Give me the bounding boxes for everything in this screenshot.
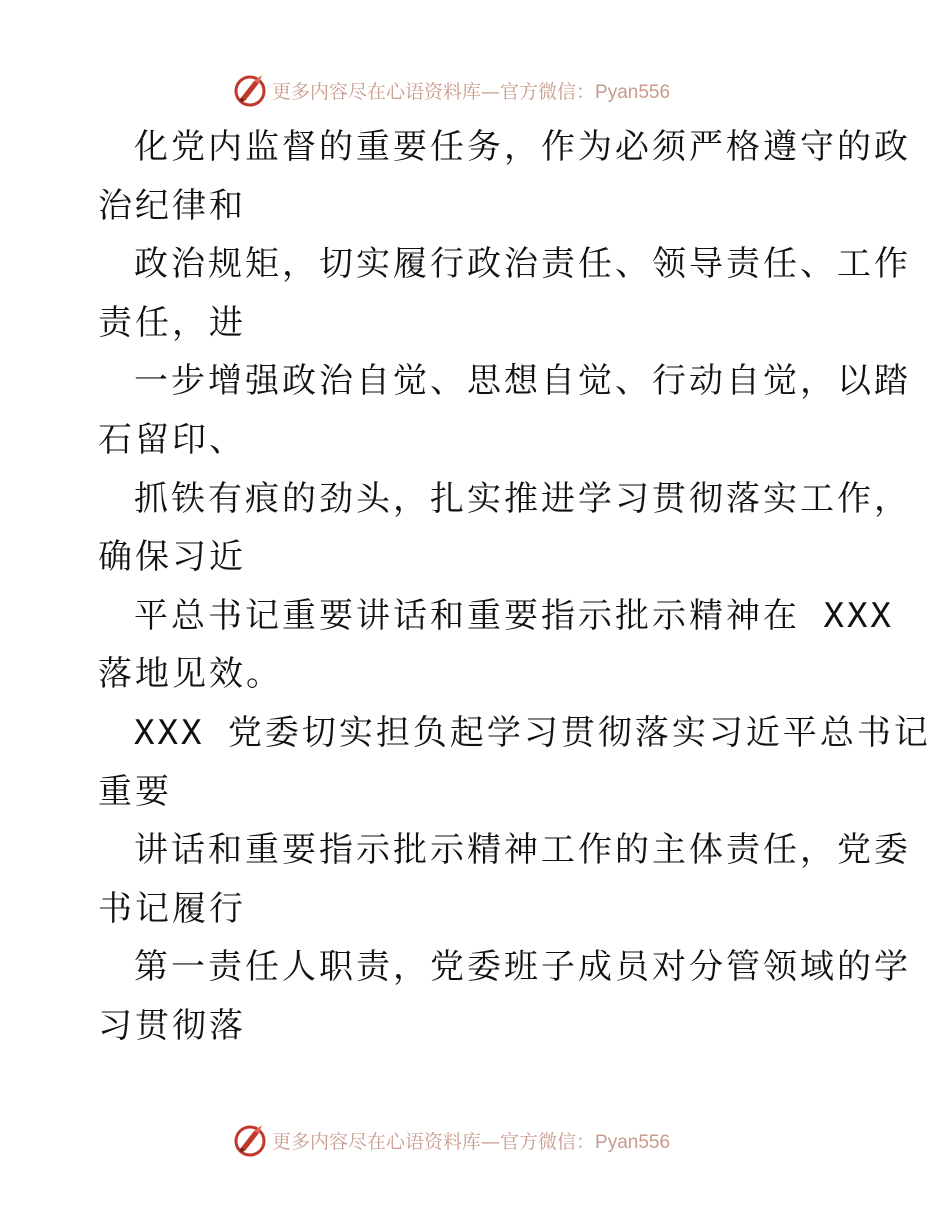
- body-line: 治纪律和: [98, 185, 246, 226]
- footer-banner-dash: —: [481, 1130, 501, 1153]
- body-line: 习贯彻落: [98, 1005, 246, 1046]
- body-line: 政治规矩，切实履行政治责任、领导责任、工作: [134, 244, 911, 285]
- body-line: 平总书记重要讲话和重要指示批示精神在 XXX: [134, 595, 894, 636]
- quill-pen-logo-icon: [232, 72, 268, 108]
- body-line: 讲话和重要指示批示精神工作的主体责任，党委: [134, 830, 911, 871]
- footer-banner: [232, 1122, 670, 1158]
- body-line: 书记履行: [98, 888, 246, 929]
- body-line: 确保习近: [98, 537, 246, 578]
- body-line: 重要: [98, 771, 172, 812]
- footer-banner-wechat: 官方微信：: [500, 1130, 596, 1153]
- footer-banner-main: 更多内容尽在心语资料库: [272, 1130, 482, 1153]
- document-body: [98, 118, 931, 1056]
- footer-banner-account: Pyan556: [595, 1131, 671, 1153]
- header-banner-account: Pyan556: [595, 81, 671, 103]
- body-line: 责任，进: [98, 302, 246, 343]
- quill-pen-logo-icon: [232, 1122, 268, 1158]
- header-banner-main: 更多内容尽在心语资料库: [272, 80, 482, 103]
- footer-banner-text: [272, 1127, 670, 1154]
- body-line: 抓铁有痕的劲头，扎实推进学习贯彻落实工作，: [134, 478, 911, 519]
- body-line: 一步增强政治自觉、思想自觉、行动自觉，以踏: [134, 361, 911, 402]
- header-banner-dash: —: [481, 80, 501, 103]
- body-line: 化党内监督的重要任务，作为必须严格遵守的政: [134, 127, 911, 167]
- body-line: 落地见效。: [98, 654, 283, 695]
- body-line: 第一责任人职责，党委班子成员对分管领域的学: [134, 947, 911, 988]
- body-line: XXX 党委切实担负起学习贯彻落实习近平总书记: [134, 712, 931, 753]
- body-line: 石留印、: [98, 419, 246, 460]
- header-banner-wechat: 官方微信：: [500, 80, 596, 103]
- header-banner-text: [272, 77, 670, 104]
- header-banner: [232, 72, 670, 108]
